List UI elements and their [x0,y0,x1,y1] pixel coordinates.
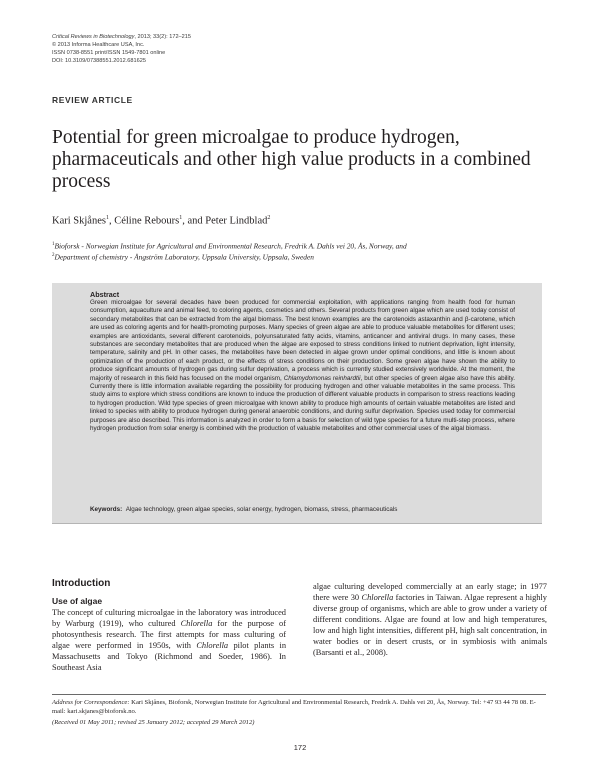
correspondence-text: Kari Skjånes, Bioforsk, Norwegian Institute for Agricultural and Environmental Research, Fredrik A. Dahls vei 20, Ås, Norway. Tel: +47 93 44 78 08. E-mail: kari.skjanes@bioforsk.no. [52,699,536,715]
author-name: Peter Lindblad [205,215,268,227]
copyright-line: © 2013 Informa Healthcare USA, Inc. [52,42,145,48]
affiliations [52,240,552,263]
keywords [90,506,520,514]
author-affiliation-marker: 2 [267,215,271,221]
abstract-text [90,299,515,434]
body-text: for the purpose of photosynthesis research. The first attempts for mass culturing of algae were performed in 1950s, with [52,619,286,650]
footnote-divider [52,694,546,695]
body-text: algae culturing developed commercially at an early stage; in 1977 there were 30 [313,582,547,602]
journal-meta [52,33,352,65]
keywords-text: Algae technology, green algae species, solar energy, hydrogen, biomass, stress, pharmaceuticals [125,506,398,513]
article-type: REVIEW ARTICLE [52,95,133,105]
body-text: factories in Taiwan. Algae represent a highly diverse group of organisms, which are able to grow under a variety of different conditions. Algae are found at low and high temperatures, low and high light intensities, different pH, high salt concentration, in water bodies or in desert crusts, or in symbiosis with animals (Barsanti et al., 2008). [313,593,547,657]
subsection-heading: Use of algae [52,596,103,606]
abstract-text-part: , but other species of green algae also have this ability. Currently there is little information available regarding the possibility for producing hydrogen and other valuable metabolites in the same process. This study aims to explore which stress conditions are known to induce the production of different valuable products in comparison to stress reactions leading to hydrogen production. Wild type species of green microalgae with known ability to produce high amounts of certain valuable metabolites are listed and linked to species with ability to produce hydrogen during general anaerobic conditions, and during sulfur deprivation. Species used today for commercial purposes are also described. This information is analyzed in order to form a basis for selection of wild type species for a future multi-step process, where hydrogen production from solar energy is combined with the production of valuable metabolites and other commercial uses of the algal biomass. [90,374,515,433]
affiliation-marker: 1 [52,242,55,247]
journal-volume: , 2013; 33(2): 172–215 [134,34,191,40]
author-name: Kari Skjånes [52,215,106,227]
author-affiliation-marker: 1 [105,215,109,221]
affiliation-text: Bioforsk - Norwegian Institute for Agricultural and Environmental Research, Fredrik A. Dahls vei 20, Ås, Norway, and [54,241,407,251]
doi-line: DOI: 10.3109/07388551.2012.681625 [52,58,146,64]
abstract-text-part: Green microalgae for several decades have been produced for commercial exploitation, with applications ranging from health food for human consumption, aquaculture and animal feed, to coloring agents, cosmetics and others. Several products from green algae which are used today consist of secondary metabolites that can be extracted from the algal biomass. The best known examples are the carotenoids astaxanthin and β-carotene, which are used as coloring agents and for health-promoting purposes. Many species of green algae are able to produce valuable metabolites for different uses; examples are antioxidants, several different carotenoids, polyunsaturated fatty acids, vitamins, anticancer and antiviral drugs. In many cases, these substances are secondary metabolites that are produced when the algae are exposed to stress conditions linked to nutrient deprivation, light intensity, temperature, salinity and pH. In other cases, the metabolites have been detected in algae grown under optimal conditions, and little is known about optimization of the production of each product, or the effects of stress conditions on their production. Some green algae have shown the ability to produce significant amounts of hydrogen gas during sulfur deprivation, a process which is currently studied extensively worldwide. At the moment, the majority of research in this field has focused on the model organism, [90,299,515,382]
abstract-heading: Abstract [90,290,120,299]
author-separator: , and [182,215,206,227]
author-name: Céline Rebours [114,215,180,227]
author-affiliation-marker: 1 [179,215,183,221]
species-name: Chlamydomonas reinhardtii [283,374,361,382]
affiliation-line [52,240,552,251]
affiliation-text: Department of chemistry - Ångström Laboratory, Uppsala University, Uppsala, Sweden [54,252,314,262]
affiliation-marker: 2 [52,253,55,259]
affiliation-line [52,251,552,262]
body-text: pilot plants in Massachusetts and Tokyo (Richmond and Soeder, 1986). In Southeast Asia [52,641,287,672]
correspondence-label: Address for Correspondence: [52,699,130,706]
species-name: Chlorella [361,593,394,602]
issn-line: ISSN 0738-8551 print/ISSN 1549-7801 online [52,50,166,56]
body-text: The concept of culturing microalgae in the laboratory was introduced by Warburg (1919), who cultured [52,608,286,628]
author-list [52,215,270,227]
journal-citation [52,33,352,41]
keywords-label: Keywords: [90,506,123,513]
species-name: Chlorella [180,619,213,628]
species-name: Chlorella [196,641,229,650]
journal-name: Critical Reviews in Biotechnology [52,34,135,40]
section-heading: Introduction [52,578,111,589]
received-dates: (Received 01 May 2011; revised 25 January 2012; accepted 29 March 2012) [52,719,255,726]
body-column-right [313,581,547,658]
page-number: 172 [293,743,307,752]
body-column-left [52,607,286,673]
author-separator: , [108,215,115,227]
correspondence-address [52,698,546,716]
paper-title: Potential for green microalgae to produce hydrogen, pharmaceuticals and other high value products in a combined process [52,127,531,192]
